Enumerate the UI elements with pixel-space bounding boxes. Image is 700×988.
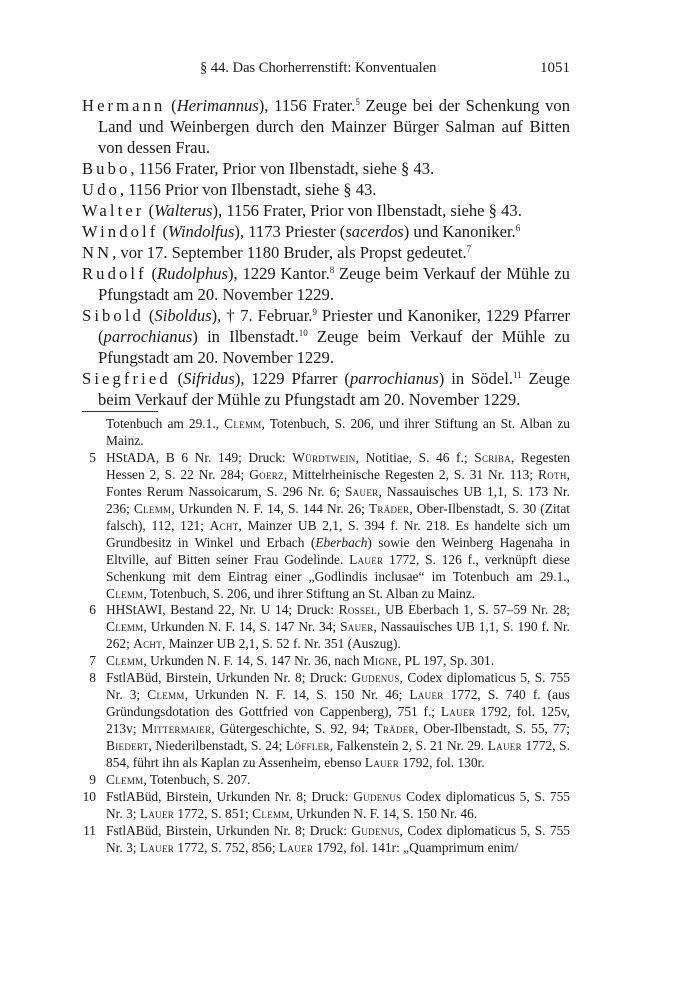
- author-name: Biedert: [106, 738, 149, 754]
- latin-name: Sifridus: [183, 369, 235, 388]
- footnote-8: [82, 670, 570, 772]
- footnote-run: , Totenbuch, S. 207.: [143, 772, 251, 788]
- footnote-run: , PL 197, Sp. 301.: [397, 653, 495, 669]
- footnote-run: , Urkunden N. F. 14, S. 150 Nr. 46;: [184, 687, 410, 703]
- footnote-ref: 11: [512, 370, 522, 380]
- footnote-run: , Nassauisches UB 1,1, S. 173 Nr. 236;: [106, 483, 570, 516]
- running-header: [82, 60, 570, 82]
- entry-text: ), 1156 Frater.: [258, 96, 356, 115]
- author-name: Roth: [538, 466, 567, 482]
- footnote-text: [106, 416, 570, 450]
- footnote-run: , Codex diplomaticus 5, S. 755 Nr. 3;: [106, 822, 570, 855]
- footnote-run: , Fontes Rerum Nassoicarum, S. 296 Nr. 6;: [106, 466, 570, 499]
- footnote-run: , Niederilbenstadt, S. 24;: [148, 738, 286, 754]
- entry-text: Zeuge beim Verkauf der Mühle zu Pfungstadt am 20. November 1229.: [98, 369, 570, 409]
- footnote-run: , Codex diplomaticus 5, S. 755 Nr. 3;: [106, 670, 570, 703]
- author-name: Rossel: [338, 602, 377, 618]
- entry-text: ), 1229 Pfarrer (: [234, 369, 350, 388]
- entry-text: (: [144, 201, 155, 220]
- footnote-run: 1772, S. 126 f., verknüpft diese Schenkung mit dem Eintrag einer „Godlindis inclusae“ im Totenbuch am 29.1.,: [106, 551, 570, 584]
- footnote-number: 10: [82, 788, 96, 804]
- footnote-run: , Ober-Ilbenstadt, S. 30 (Zitat falsch), 112, 121;: [106, 500, 571, 533]
- latin-name: Walterus: [154, 201, 213, 220]
- latin-term: sacerdos: [345, 222, 404, 241]
- author-name: Goerz: [249, 466, 284, 482]
- entry-walter: [82, 200, 570, 221]
- footnote-continuation: [82, 416, 570, 450]
- author-name: Clemm: [106, 619, 144, 635]
- footnote-number: 9: [89, 772, 96, 788]
- footnote-number: 8: [89, 670, 96, 686]
- author-name: Lauer: [440, 704, 476, 720]
- footnote-run: , Mainzer UB 2,1, S. 52 f. Nr. 351 (Auszug).: [162, 636, 401, 652]
- footnote-run: 1792, fol. 141r: „Quamprimum enim/: [313, 839, 519, 855]
- author-name: Lauer: [139, 805, 175, 821]
- entry-text: , 1156 Frater, Prior von Ilbenstadt, siehe § 43.: [130, 159, 435, 178]
- footnote-ref: 8: [329, 265, 335, 275]
- footnote-ref: 9: [312, 307, 317, 317]
- entry-name: Rudolf: [82, 264, 147, 283]
- author-name: Migne: [362, 653, 398, 669]
- entry-text: , 1156 Prior von Ilbenstadt, siehe § 43.: [119, 180, 377, 199]
- footnote-run: 1772, S. 851;: [174, 805, 253, 821]
- footnote-text: [106, 450, 570, 603]
- footnote-run: FstlABüd, Birstein, Urkunden Nr. 8; Druck:: [106, 788, 354, 804]
- entry-text: ) und Kanoniker.: [403, 222, 516, 241]
- entry-text: (: [143, 306, 155, 325]
- footnote-text: [106, 602, 570, 653]
- footnote-text: [106, 772, 570, 789]
- footnote-run: , Totenbuch, S. 206, und ihrer Stiftung an St. Alban zu Mainz.: [106, 416, 571, 448]
- footnote-ref: 7: [466, 244, 472, 254]
- entry-text: ) in Södel.: [438, 369, 513, 388]
- footnote-run: , Urkunden N. F. 14, S. 150 Nr. 46.: [289, 805, 478, 821]
- entry-siegfried: [82, 368, 570, 410]
- footnote-run: , Ober-Ilbenstadt, S. 55, 77;: [414, 721, 570, 737]
- author-name: Scriba: [474, 449, 511, 465]
- latin-term: parrochianus: [103, 327, 193, 346]
- italic-term: Eberbach: [315, 534, 368, 550]
- author-name: Clemm: [224, 416, 262, 431]
- footnote-run: HHStAWI, Bestand 22, Nr. U 14; Druck:: [106, 602, 339, 618]
- footnote-run: ) sowie den Weinberg Hagenaha in Eltville, auf Bitten seiner Frau Godelinde.: [106, 534, 570, 567]
- entry-name: Sibold: [82, 306, 144, 325]
- entry-name: Walter: [82, 201, 145, 220]
- footnote-run: , Regesten Hessen 2, S. 22 Nr. 284;: [106, 449, 571, 482]
- footnote-run: Totenbuch am 29.1.,: [106, 416, 225, 431]
- entry-name: Windolf: [82, 222, 159, 241]
- footnote-separator: [82, 411, 158, 412]
- footnote-ref: 10: [298, 328, 308, 338]
- entry-text: , vor 17. September 1180 Bruder, als Propst gedeutet.: [112, 243, 467, 262]
- author-name: Lauer: [364, 755, 400, 771]
- footnote-run: , Urkunden N. F. 14, S. 147 Nr. 36, nach: [143, 653, 363, 669]
- author-name: Würdtwein: [292, 449, 356, 465]
- entry-text: (: [158, 222, 169, 241]
- footnotes: [82, 416, 570, 857]
- author-name: Acht: [133, 636, 163, 652]
- entry-text: ) in Ilbenstadt.: [192, 327, 299, 346]
- latin-term: parrochianus: [349, 369, 439, 388]
- entry-name: Bubo: [82, 159, 131, 178]
- entry-rudolf: [82, 263, 570, 305]
- author-name: Lauer: [278, 839, 314, 855]
- author-name: Löffler: [285, 738, 330, 754]
- entry-name: NN: [82, 243, 113, 262]
- entry-text: Zeuge bei der Schenkung von Land und Weinbergen durch den Mainzer Bürger Salman auf Bitten von dessen Frau.: [98, 96, 571, 157]
- author-name: Lauer: [409, 687, 444, 703]
- author-name: Sauer: [340, 619, 374, 635]
- footnote-run: , UB Eberbach 1, S. 57–59 Nr. 28;: [376, 602, 570, 618]
- footnote-number: 11: [83, 822, 96, 838]
- main-text: [82, 95, 570, 410]
- footnote-number: 5: [89, 449, 96, 465]
- entry-text: ), 1173 Priester (: [234, 222, 346, 241]
- latin-name: Siboldus: [154, 306, 212, 325]
- page-number: 1051: [540, 60, 570, 76]
- footnote-run: , Gütergeschichte, S. 92, 94;: [211, 721, 375, 737]
- footnote-run: , Notitiae, S. 46 f.;: [355, 449, 475, 465]
- footnote-run: , Falkenstein 2, S. 21 Nr. 29.: [329, 738, 488, 754]
- author-name: Clemm: [106, 772, 144, 788]
- author-name: Acht: [209, 517, 239, 533]
- entry-text: ), 1156 Frater, Prior von Ilbenstadt, siehe § 43.: [212, 201, 522, 220]
- entry-text: (: [146, 264, 158, 283]
- entry-nn: [82, 242, 570, 263]
- author-name: Clemm: [252, 805, 290, 821]
- entry-bubo: [82, 158, 570, 179]
- footnote-7: [82, 653, 570, 670]
- footnote-ref: 6: [515, 223, 521, 233]
- entry-text: (: [170, 369, 184, 388]
- author-name: Clemm: [106, 585, 144, 601]
- footnote-10: [82, 789, 570, 823]
- footnote-run: FstlABüd, Birstein, Urkunden Nr. 8; Druck:: [106, 670, 352, 686]
- author-name: Sauer: [345, 483, 379, 499]
- footnote-run: , Urkunden N. F. 14, S. 144 Nr. 26;: [171, 500, 369, 516]
- entry-name: Udo: [82, 180, 120, 199]
- latin-name: Rudolphus: [157, 264, 229, 283]
- author-name: Clemm: [133, 500, 172, 516]
- footnote-run: , Mainzer UB 2,1, S. 394 f. Nr. 218. Es handelte sich um Grundbesitz in Winkel und Erbach (: [106, 517, 570, 550]
- footnote-text: [106, 823, 570, 857]
- entry-text: (: [165, 96, 177, 115]
- footnote-run: FstlABüd, Birstein, Urkunden Nr. 8; Druck:: [106, 822, 352, 838]
- latin-name: Windolfus: [168, 222, 235, 241]
- entry-hermann: [82, 95, 570, 158]
- footnote-5: [82, 450, 570, 603]
- latin-name: Herimannus: [176, 96, 259, 115]
- author-name: Clemm: [147, 687, 185, 703]
- footnote-run: , Totenbuch, S. 206, und ihrer Stiftung an St. Alban zu Mainz.: [143, 585, 476, 601]
- entry-text: ), 1229 Kantor.: [228, 264, 330, 283]
- entry-udo: [82, 179, 570, 200]
- footnote-ref: 5: [355, 97, 360, 107]
- entry-text: Zeuge beim Verkauf der Mühle zu Pfungstadt am 20. November 1229.: [98, 264, 570, 304]
- footnote-run: 1772, S. 740 f. (aus Gründungsdotation des Gottfried von Cappenberg), 751 f.;: [106, 687, 570, 720]
- entry-text: ), † 7. Februar.: [211, 306, 313, 325]
- footnote-text: [106, 789, 570, 823]
- author-name: Träder: [368, 500, 410, 516]
- footnote-run: Codex diplomaticus 5, S. 755 Nr. 3;: [106, 788, 570, 821]
- entry-text: Zeuge beim Verkauf der Mühle zu Pfungstadt am 20. November 1229.: [98, 327, 570, 367]
- footnote-11: [82, 823, 570, 857]
- footnote-run: 1772, S. 854, führt ihn als Kaplan zu Assenheim, ebenso: [106, 738, 570, 771]
- author-name: Gudenus: [351, 670, 400, 686]
- entry-sibold: [82, 305, 570, 368]
- footnote-text: [106, 653, 570, 670]
- footnote-text: [106, 670, 570, 772]
- author-name: Lauer: [349, 551, 384, 567]
- footnote-run: 1792, fol. 125v, 213v;: [106, 704, 570, 737]
- footnote-run: HStADA, B 6 Nr. 149; Druck:: [106, 449, 293, 465]
- author-name: Träder: [374, 721, 415, 737]
- entry-windolf: [82, 221, 570, 242]
- author-name: Mittermaier: [141, 721, 212, 737]
- author-name: Lauer: [139, 839, 175, 855]
- entry-name: Siegfried: [82, 369, 171, 388]
- author-name: Clemm: [106, 653, 144, 669]
- author-name: Gudenus: [353, 788, 402, 804]
- author-name: Lauer: [487, 738, 522, 754]
- footnote-run: , Nassauisches UB 1,1, S. 190 f. Nr. 262;: [106, 619, 570, 652]
- footnote-run: , Urkunden N. F. 14, S. 147 Nr. 34;: [143, 619, 341, 635]
- footnote-6: [82, 602, 570, 653]
- entry-text: Priester und Kanoniker, 1229 Pfarrer (: [98, 306, 570, 346]
- entry-name: Hermann: [82, 96, 166, 115]
- running-title: § 44. Das Chorherrenstift: Konventualen: [200, 60, 437, 76]
- footnote-run: 1792, fol. 130r.: [399, 755, 485, 771]
- footnote-number: 7: [89, 653, 96, 669]
- footnote-run: 1772, S. 752, 856;: [174, 839, 279, 855]
- footnote-run: , Mittelrheinische Regesten 2, S. 31 Nr. 113;: [283, 466, 538, 482]
- footnote-number: 6: [89, 602, 96, 618]
- author-name: Gudenus: [351, 822, 400, 838]
- footnote-9: [82, 772, 570, 789]
